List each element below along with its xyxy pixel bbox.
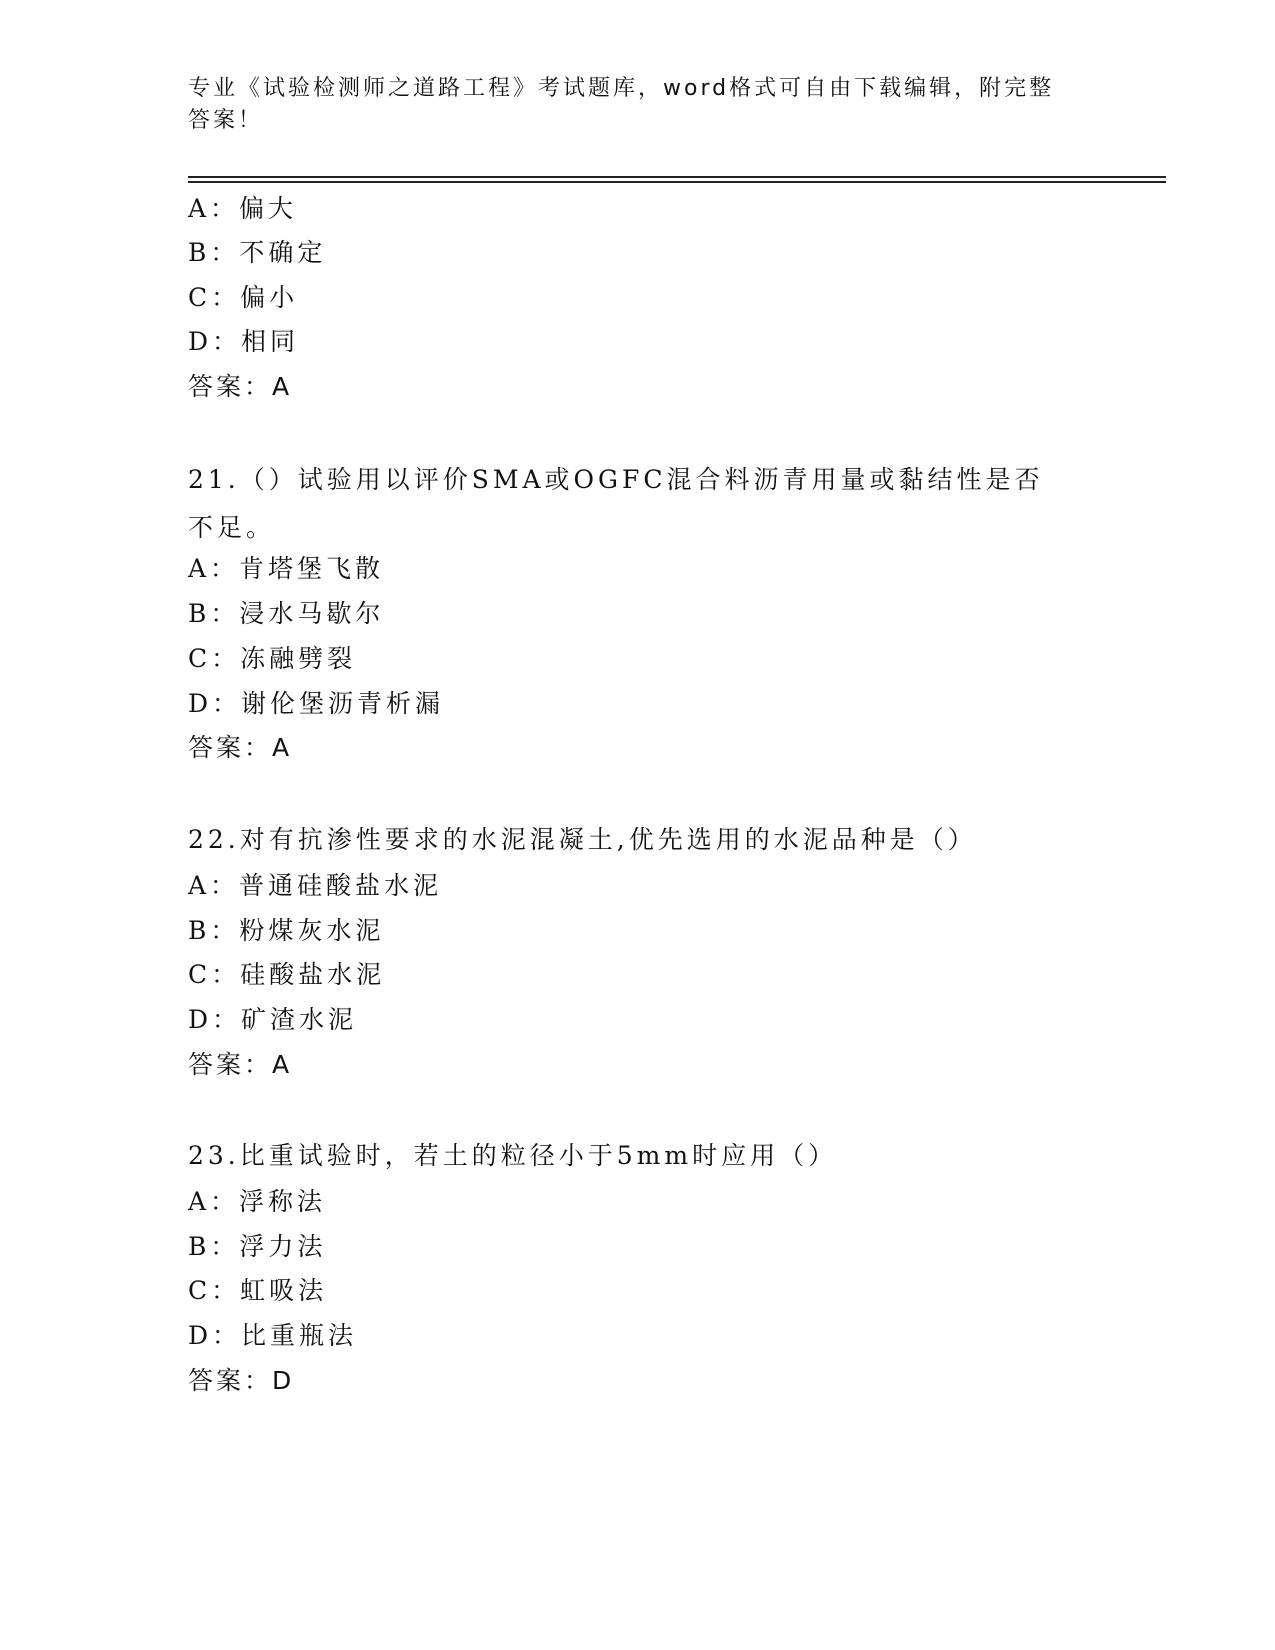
q23-answer: 答案：D: [188, 1366, 295, 1395]
q22-question: 22.对有抗渗性要求的水泥混凝土,优先选用的水泥品种是（）: [188, 825, 977, 854]
q22-option-d: D：矿渣水泥: [188, 1005, 358, 1034]
q23-option-a: A：浮称法: [188, 1187, 327, 1216]
q21-question: 21.（）试验用以评价SMA或OGFC混合料沥青用量或黏结性是否不足。: [188, 465, 1044, 542]
q23-option-b: B：浮力法: [188, 1232, 327, 1261]
q21-answer: 答案：A: [188, 733, 293, 762]
header-rule-top: [188, 176, 1166, 178]
q22-option-c: C：硅酸盐水泥: [188, 960, 386, 989]
q20-option-b: B：不确定: [188, 238, 327, 267]
q20-answer: 答案：A: [188, 372, 293, 401]
q20-option-c: C：偏小: [188, 283, 299, 312]
q22-answer: 答案：A: [188, 1050, 293, 1079]
q20-option-d: D：相同: [188, 327, 300, 356]
q22-option-b: B：粉煤灰水泥: [188, 916, 385, 945]
q23-option-c: C：虹吸法: [188, 1276, 328, 1305]
q21-option-c: C：冻融劈裂: [188, 644, 357, 673]
q20-option-a: A：偏大: [188, 194, 298, 223]
q21-option-a: A：肯塔堡飞散: [188, 554, 385, 583]
q21-option-d: D：谢伦堡沥青析漏: [188, 689, 445, 718]
document-header: 专业《试验检测师之道路工程》考试题库，word格式可自由下载编辑，附完整答案！: [188, 76, 1055, 133]
q23-option-d: D：比重瓶法: [188, 1321, 358, 1350]
q21-option-b: B：浸水马歇尔: [188, 599, 385, 628]
q23-question: 23.比重试验时，若土的粒径小于5mm时应用（）: [188, 1141, 838, 1170]
header-rule-bottom: [188, 181, 1166, 183]
q22-option-a: A：普通硅酸盐水泥: [188, 871, 443, 900]
